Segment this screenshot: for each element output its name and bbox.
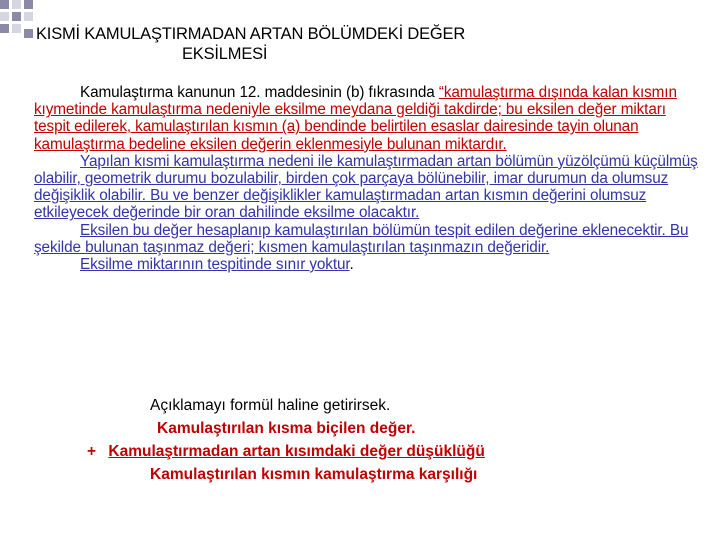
paragraph-1	[34, 84, 704, 153]
paragraph-1-intro: Kamulaştırma kanunun 12. maddesinin (b) fıkrasında	[80, 84, 439, 101]
plus-sign: +	[87, 443, 97, 460]
paragraph-4-text: Eksilme miktarının tespitinde sınır yoktur	[80, 256, 350, 274]
paragraph-1-quote: “kamulaştırma dışında kalan kısmın kıymetinde kamulaştırma nedeniyle eksilme meydana geldiği takdirde; bu eksilen değer miktarı tespit edilerek, kamulaştırılan kısmın (a) bendinde belirtilen esaslar dairesinde tayin olunan kamulaştırma bedeline eksilen değerin eklenmesiyle bulunan miktardır.	[34, 84, 677, 153]
page-title	[36, 24, 656, 64]
formula-intro: Açıklamayı formül haline getirirsek.	[150, 397, 391, 414]
paragraph-3-text: Eksilen bu değer hesaplanıp kamulaştırılan bölümün tespit edilen değerine eklenecektir. Bu şekilde bulunan taşınmaz değeri; kısmen kamulaştırılan taşınmazın değeridir.	[34, 221, 689, 256]
title-line-1: KISMİ KAMULAŞTIRMADAN ARTAN BÖLÜMDEKİ DEĞER	[36, 25, 466, 43]
paragraph-4	[34, 256, 704, 273]
paragraph-3	[34, 222, 704, 256]
paragraph-2	[34, 153, 704, 222]
paragraph-2-text: Yapılan kısmi kamulaştırma nedeni ile kamulaştırmadan artan bölümün yüzölçümü küçülmüş olabilir, geometrik durumu bozulabilir, birden çok parçaya bölünebilir, imar durumun da olumsuz değişiklik olabilir. Bu ve benzer değişiklikler kamulaştırmadan artan kısmın değerini olumsuz etkileyecek değerinde bir oran dahilinde eksilme olacaktır.	[34, 152, 698, 222]
body-text	[34, 84, 704, 273]
formula-line-3: Kamulaştırılan kısmın kamulaştırma karşılığı	[150, 466, 478, 483]
formula-line-2-row	[0, 440, 720, 463]
corner-decoration	[0, 0, 40, 50]
paragraph-4-period: .	[349, 256, 354, 274]
formula-line-1: Kamulaştırılan kısma biçilen değer.	[157, 420, 416, 437]
title-line-2: EKSİLMESİ	[182, 45, 268, 63]
formula-block	[0, 394, 720, 486]
formula-line-2: Kamulaştırmadan artan kısımdaki değer düşüklüğü	[108, 443, 485, 460]
